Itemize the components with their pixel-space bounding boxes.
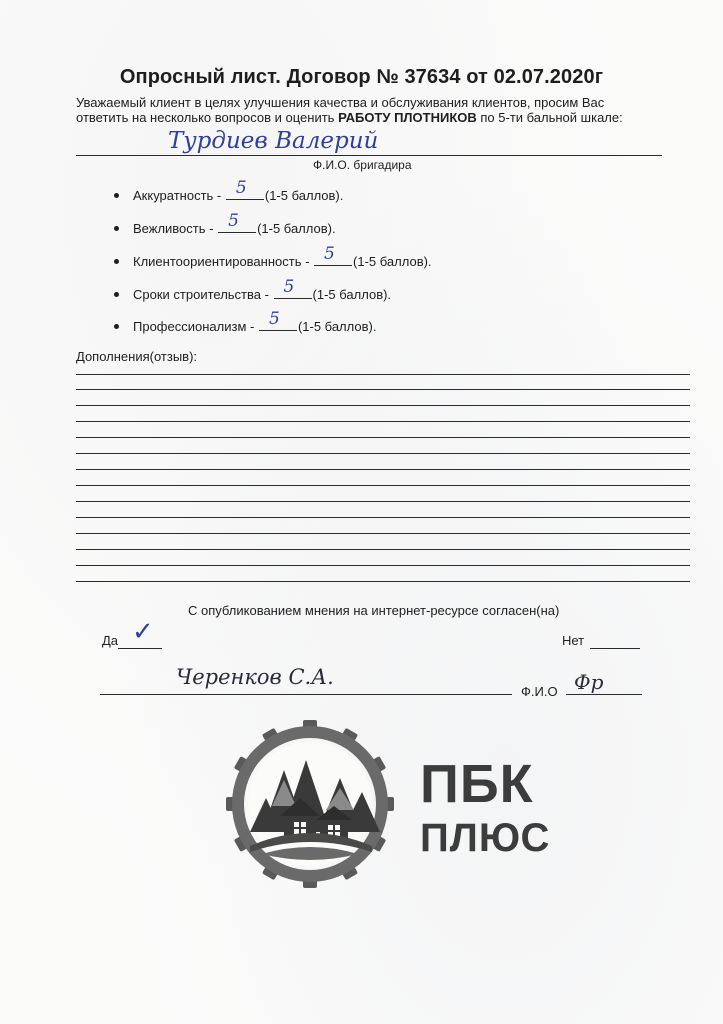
rating-score-field[interactable] [218,211,256,233]
rating-label: Аккуратность - [133,188,225,203]
feedback-line [76,501,690,502]
feedback-line [76,453,690,454]
foreman-handwritten-name: Турдиев Валерий [168,128,379,154]
logo-text-line-2: ПЛЮС [420,816,551,860]
rating-scale: (1-5 баллов). [257,221,336,236]
client-name-line[interactable] [100,694,512,695]
consent-text: С опубликованием мнения на интернет-ресурсе согласен(на) [188,603,560,618]
rating-score: 5 [235,178,247,198]
rating-scale: (1-5 баллов). [353,254,432,269]
bullet-icon [114,292,119,297]
rating-scale: (1-5 баллов). [264,188,344,203]
intro-line-2-start: ответить на несколько вопросов и оценить [76,110,339,125]
bullet-icon [114,324,119,329]
rating-label: Клиентоориентированность - [133,254,314,269]
rating-score-field[interactable] [274,277,312,299]
feedback-line [76,549,690,550]
rating-score-field[interactable] [314,244,352,266]
rating-label: Профессионализм - [133,319,258,334]
foreman-caption: Ф.И.О. бригадира [313,158,412,172]
rating-label: Сроки строительства - [133,287,273,302]
rating-score-field[interactable] [259,309,297,331]
client-signature-line[interactable] [566,694,642,695]
intro-line-1: Уважаемый клиент в целях улучшения качества и обслуживания клиентов, просим Вас [76,95,605,110]
rating-score: 5 [283,277,295,297]
feedback-line [76,517,690,518]
intro-line-2-end: по 5-ти бальной шкале: [476,110,623,125]
feedback-line [76,405,690,406]
consent-yes-checkmark: ✓ [132,617,154,647]
client-signature: Фр [574,670,604,694]
feedback-line [76,565,690,566]
feedback-line [76,485,690,486]
intro-line-2 [76,110,676,125]
rating-scale: (1-5 баллов). [312,287,392,302]
rating-label: Вежливость - [133,221,218,236]
consent-yes-line[interactable] [118,648,162,649]
consent-yes-label: Да [102,633,119,648]
feedback-line [76,421,690,422]
client-fio-label: Ф.И.О [521,684,558,699]
consent-no-label: Нет [562,633,585,648]
gear-forest-emblem-icon [222,720,402,890]
feedback-line [76,374,690,375]
feedback-line [76,389,690,390]
client-handwritten-name: Черенков С.А. [176,665,334,689]
rating-scale: (1-5 баллов). [297,319,377,334]
bullet-icon [114,259,119,264]
consent-no-line[interactable] [590,648,640,649]
rating-item-client-orientation [114,244,432,269]
feedback-line [76,533,690,534]
intro-text [76,95,676,125]
feedback-label: Дополнения(отзыв): [76,349,198,364]
company-logo [222,720,402,895]
logo-text-line-1: ПБК [420,754,534,814]
rating-score: 5 [268,309,280,329]
intro-line-2-bold: РАБОТУ ПЛОТНИКОВ [338,110,477,125]
foreman-name-line [76,155,662,156]
page-title: Опросный лист. Договор № 37634 от 02.07.2020г [119,66,604,88]
rating-item-accuracy [114,178,344,203]
bullet-icon [114,226,119,231]
rating-score: 5 [228,211,239,231]
rating-item-politeness [114,211,336,236]
rating-score-field[interactable] [226,178,264,200]
feedback-line [76,437,690,438]
rating-score: 5 [324,244,335,264]
rating-item-professionalism [114,309,377,334]
rating-item-deadlines [114,277,392,302]
feedback-line [76,581,690,582]
bullet-icon [114,193,119,198]
feedback-line [76,469,690,470]
